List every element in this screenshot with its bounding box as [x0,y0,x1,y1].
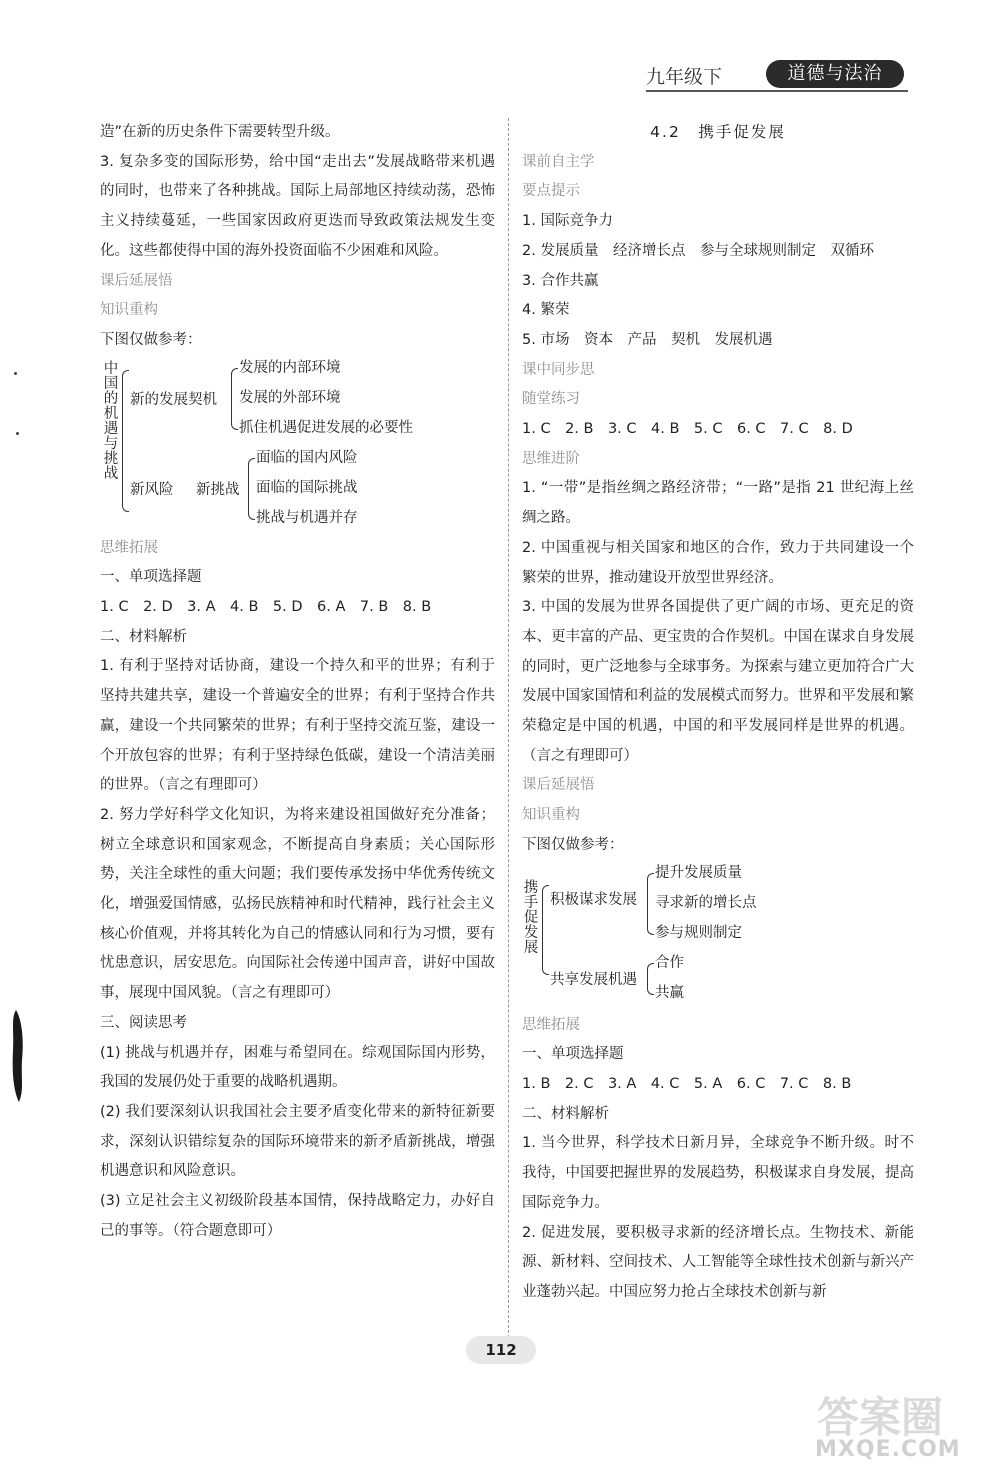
paragraph: 3. 复杂多变的国际形势，给中国“走出去”发展战略带来机遇的同时，也带来了各种挑战。国际上局部地区持续动荡，恐怖主义持续蔓延，一些国家因政府更迭而导致政策法规发生变化。这些都使得中国的海外投资面临不少困难和风险。 [100,153,495,259]
brace [647,963,654,995]
map-leaf: 寻求新的增长点 [655,894,757,911]
section-heading: 随堂练习 [522,391,580,408]
map-leaf: 挑战与机遇并存 [256,509,358,526]
section-heading: 课中同步思 [522,361,595,378]
map-leaf: 参与规则制定 [655,924,742,941]
right-column [522,118,914,1308]
brace [122,370,129,512]
subject-badge: 道德与法治 [766,60,904,88]
paragraph: 2. 中国重视与相关国家和地区的合作，致力于共同建设一个繁荣的世界，推动建设开放型世界经济。 [522,539,914,586]
paragraph: 1. 当今世界，科学技术日新月异，全球竞争不断升级。时不我待，中国要把握世界的发展趋势，积极谋求自身发展，提高国际竞争力。 [522,1135,914,1211]
brace [231,368,238,430]
watermark [815,1385,995,1470]
map-root: 携手促发展 [523,879,539,956]
map-branch: 新挑战 [196,481,240,498]
scan-dot [14,372,17,375]
section-heading: 知识重构 [522,807,580,824]
page-header [646,60,908,94]
paragraph: 3. 中国的发展为世界各国提供了更广阔的市场、更充足的资本、更丰富的产品、更宝贵的合作契机。中国在谋求自身发展的同时，更广泛地参与全球事务。为探索与建立更加符合广大发展中国家国情和利益的发展模式而努力。世界和平发展和繁荣稳定是中国的机遇，中国的和平发展同样是世界的机遇。（言之有理即可） [522,599,914,764]
point-item: 1. 国际竞争力 [522,213,613,230]
paragraph: 造”在新的历史条件下需要转型升级。 [100,124,340,140]
section-heading: 要点提示 [522,183,580,200]
map-branch: 积极谋求发展 [550,891,637,908]
paragraph: 1. 有利于坚持对话协商，建设一个持久和平的世界；有利于坚持共建共享，建设一个普遍安全的世界；有利于坚持合作共赢，建设一个共同繁荣的世界；有利于坚持交流互鉴，建设一个开放包容的世界；有利于坚持绿色低碳，建设一个清洁美丽的世界。（言之有理即可） [100,658,495,794]
section-heading: 思维进阶 [522,450,580,467]
watermark-url: MXQE.COM [815,1437,961,1462]
map-leaf: 共赢 [655,984,684,1001]
paragraph: 2. 促进发展，要积极寻求新的经济增长点。生物技术、新能源、新材料、空间技术、人工智能等全球性技术创新与新兴产业蓬勃兴起。中国应努力抢占全球技术创新与新 [522,1224,914,1300]
section-heading: 知识重构 [100,302,158,319]
paragraph: 2. 努力学好科学文化知识，为将来建设祖国做好充分准备；树立全球意识和国家观念，不断提高自身素质；关心国际形势，关注全球性的重大问题；我们要传承发扬中华优秀传统文化，增强爱国情感，弘扬民族精神和时代精神，践行社会主义核心价值观，并将其转化为自己的情感认同和行为习惯，要有忧患意识，居安思危。向国际社会传递中国声音，讲好中国故事，展现中国风貌。（言之有理即可） [100,806,495,1002]
watermark-logo: 答案圈 [817,1393,944,1442]
ink-stain [10,1010,26,1102]
section-heading: 课后延展悟 [100,272,173,289]
paragraph: (2) 我们要深刻认识我国社会主要矛盾变化带来的新特征新要求，深刻认识错综复杂的国际环境带来的新矛盾新挑战，增强机遇意识和风险意识。 [100,1103,495,1180]
map-leaf: 发展的外部环境 [239,389,341,406]
section-heading: 思维拓展 [522,1016,580,1033]
point-item: 2. 发展质量 经济增长点 参与全球规则制定 双循环 [522,242,874,259]
point-item: 4. 繁荣 [522,302,570,319]
chart-note: 下图仅做参考： [100,331,202,348]
subsection-title: 二、材料解析 [100,628,187,645]
subsection-title: 三、阅读思考 [100,1014,187,1031]
subsection-title: 一、单项选择题 [522,1046,624,1063]
brace [647,873,654,935]
grade-label: 九年级下 [646,66,723,88]
paragraph: (1) 挑战与机遇并存，困难与希望同在。综观国际国内形势，我国的发展仍处于重要的战略机遇期。 [100,1044,495,1091]
brace [248,458,255,520]
paragraph: (3) 立足社会主义初级阶段基本国情，保持战略定力，办好自己的事等。（符合题意即可） [100,1193,495,1239]
subsection-title: 一、单项选择题 [100,569,202,586]
section-heading: 课后延展悟 [522,777,595,794]
left-column [100,118,495,1247]
map-leaf: 抓住机遇促进发展的必要性 [239,419,413,436]
brace [542,885,549,975]
map-branch: 新风险 [130,481,174,498]
answer-line: 1. C 2. D 3. A 4. B 5. D 6. A 7. B 8. B [100,599,432,616]
section-heading: 课前自主学 [522,153,595,170]
scan-dot [16,432,19,435]
chart-note: 下图仅做参考： [522,836,624,853]
concept-map [522,861,914,1011]
answer-line: 1. B 2. C 3. A 4. C 5. A 6. C 7. C 8. B [522,1075,852,1092]
point-item: 3. 合作共赢 [522,272,599,289]
map-leaf: 提升发展质量 [655,864,742,881]
section-title: 4.2 携手促发展 [650,123,786,141]
point-item: 5. 市场 资本 产品 契机 发展机遇 [522,331,773,348]
map-root: 中国的机遇与挑战 [103,360,119,482]
map-branch: 共享发展机遇 [550,971,637,988]
map-leaf: 发展的内部环境 [239,359,341,376]
map-leaf: 合作 [655,954,684,971]
header-rule [646,90,908,92]
page-number: 112 [466,1336,536,1364]
map-leaf: 面临的国内风险 [256,449,358,466]
answer-line: 1. C 2. B 3. C 4. B 5. C 6. C 7. C 8. D [522,421,853,438]
map-leaf: 面临的国际挑战 [256,479,358,496]
subsection-title: 二、材料解析 [522,1105,609,1122]
map-branch: 新的发展契机 [130,391,217,408]
column-divider [508,118,509,1343]
concept-map [100,356,495,534]
section-heading: 思维拓展 [100,539,158,556]
paragraph: 1. “一带”是指丝绸之路经济带；“一路”是指 21 世纪海上丝绸之路。 [522,480,914,527]
